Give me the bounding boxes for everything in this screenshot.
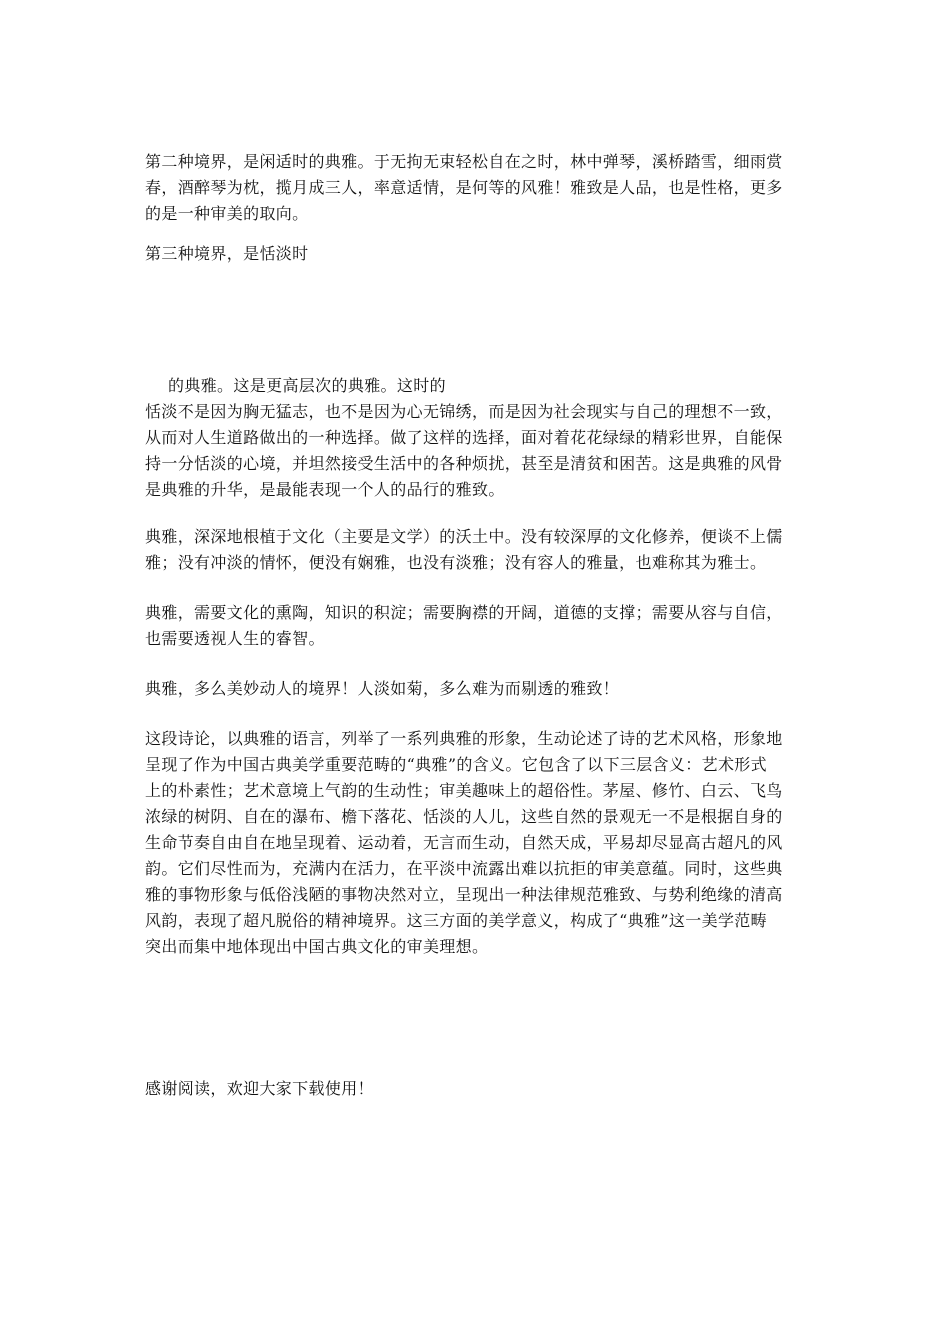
text-line: 春，酒醉琴为枕，揽月成三人，率意适情，是何等的风雅！雅致是人品，也是性格，更多 bbox=[145, 178, 783, 197]
text-line: 雅的事物形象与低俗浅陋的事物决然对立，呈现出一种法律规范雅致、与势利绝缘的清高 bbox=[145, 885, 783, 904]
text-line: 上的朴素性；艺术意境上气韵的生动性；审美趣味上的超俗性。茅屋、修竹、白云、飞鸟 bbox=[145, 781, 783, 800]
text-line: 的是一种审美的取向。 bbox=[145, 204, 309, 223]
text-line: 这段诗论，以典雅的语言，列举了一系列典雅的形象，生动论述了诗的艺术风格，形象地 bbox=[145, 729, 783, 748]
text-line: 的典雅。这是更高层次的典雅。这时的 bbox=[168, 376, 446, 395]
text-line: 典雅，多么美妙动人的境界！人淡如菊，多么难为而剔透的雅致！ bbox=[145, 679, 620, 698]
text-line: 从而对人生道路做出的一种选择。做了这样的选择，面对着花花绿绿的精彩世界，自能保 bbox=[145, 428, 783, 447]
paragraph-third-realm-continued bbox=[145, 373, 809, 503]
text-line: 持一分恬淡的心境，并坦然接受生活中的各种烦扰，甚至是清贫和困苦。这是典雅的风骨 bbox=[145, 454, 783, 473]
text-line: 是典雅的升华，是最能表现一个人的品行的雅致。 bbox=[145, 480, 505, 499]
text-line: 恬淡不是因为胸无猛志，也不是因为心无锦绣，而是因为社会现实与自己的理想不一致， bbox=[145, 402, 783, 421]
paragraph-elegance-culture bbox=[145, 524, 809, 576]
paragraph-second-realm bbox=[145, 149, 809, 227]
paragraph-elegance-exclamation bbox=[145, 676, 809, 702]
text-line: 典雅，需要文化的熏陶，知识的积淀；需要胸襟的开阔，道德的支撑；需要从容与自信， bbox=[145, 603, 783, 622]
text-line: 雅；没有冲淡的情怀，便没有娴雅，也没有淡雅；没有容人的雅量，也难称其为雅士。 bbox=[145, 553, 767, 572]
text-line: 感谢阅读，欢迎大家下载使用！ bbox=[145, 1079, 374, 1098]
text-line: 突出而集中地体现出中国古典文化的审美理想。 bbox=[145, 937, 489, 956]
paragraph-commentary bbox=[145, 726, 809, 960]
text-line: 呈现了作为中国古典美学重要范畴的“典雅”的含义。它包含了以下三层含义：艺术形式 bbox=[145, 755, 768, 774]
closing-thanks bbox=[145, 1076, 809, 1102]
text-line: 韵。它们尽性而为，充满内在活力，在平淡中流露出难以抗拒的审美意蕴。同时，这些典 bbox=[145, 859, 783, 878]
text-line: 第二种境界，是闲适时的典雅。于无拘无束轻松自在之时，林中弹琴，溪桥踏雪，细雨赏 bbox=[145, 152, 783, 171]
text-line: 也需要透视人生的睿智。 bbox=[145, 629, 325, 648]
paragraph-third-realm-start bbox=[145, 241, 809, 267]
text-line: 风韵，表现了超凡脱俗的精神境界。这三方面的美学意义，构成了“典雅”这一美学范畴 bbox=[145, 911, 768, 930]
text-line: 典雅，深深地根植于文化（主要是文学）的沃土中。没有较深厚的文化修养，便谈不上儒 bbox=[145, 527, 783, 546]
text-line: 浓绿的树阴、自在的瀑布、檐下落花、恬淡的人儿，这些自然的景观无一不是根据自身的 bbox=[145, 807, 783, 826]
text-line: 第三种境界，是恬淡时 bbox=[145, 244, 309, 263]
paragraph-elegance-needs bbox=[145, 600, 809, 652]
text-line: 生命节奏自由自在地呈现着、运动着，无言而生动，自然天成，平易却尽显高古超凡的风 bbox=[145, 833, 783, 852]
